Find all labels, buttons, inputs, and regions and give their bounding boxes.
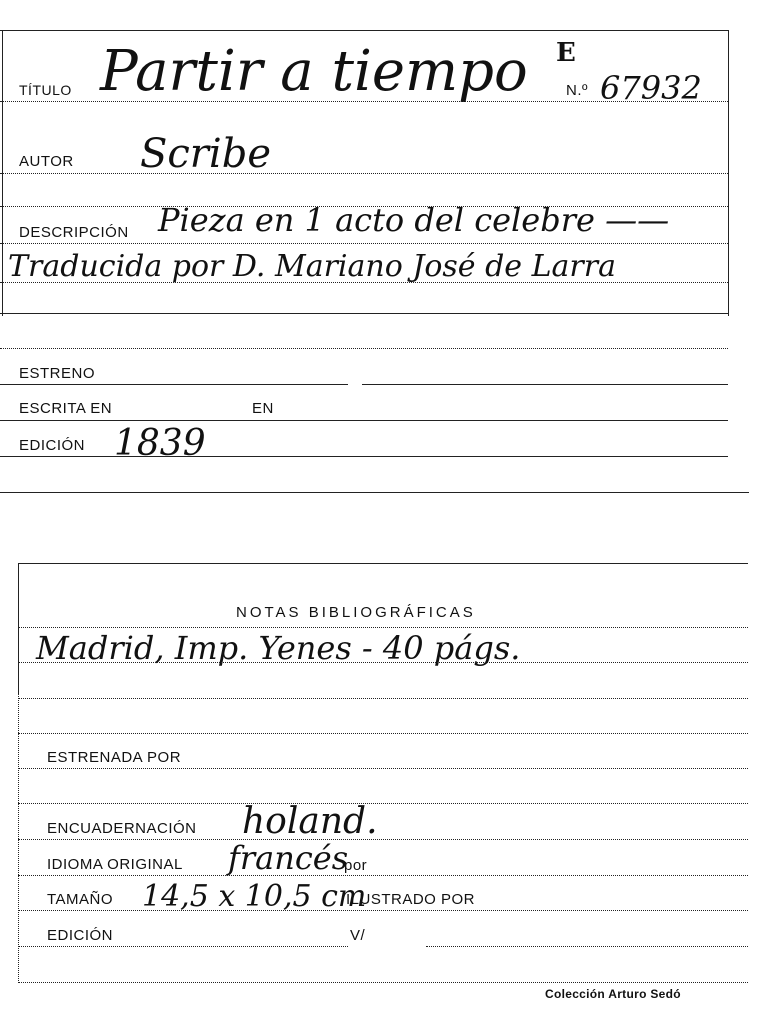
encuadernacion-value: holand.: [242, 801, 378, 842]
bottom-card-border-top: [18, 563, 748, 564]
descripcion-line1: Pieza en 1 acto del celebre ——: [158, 201, 670, 239]
idioma-line: [18, 875, 748, 876]
numero-label: N.º: [566, 82, 588, 99]
encuadernacion-line: [18, 839, 748, 840]
edicion2-line-right: [426, 946, 748, 947]
titulo-label: TÍTULO: [19, 82, 72, 98]
top-card-border-top: [0, 30, 728, 31]
estrenada-line: [18, 768, 748, 769]
escrita-en-label: ESCRITA EN: [19, 400, 113, 417]
notas-line-1: [18, 627, 748, 628]
descripcion-label: DESCRIPCIÓN: [19, 224, 129, 241]
autor-label: AUTOR: [19, 153, 74, 170]
numero-value: 67932: [600, 69, 702, 107]
notas-line-4: [18, 733, 748, 734]
descripcion-line: [0, 243, 728, 244]
estrenada-por-label: ESTRENADA POR: [47, 749, 182, 766]
por-label: por: [344, 857, 368, 874]
va-label: V/: [350, 927, 366, 944]
bottom-card-border-left-dotted: [18, 693, 19, 983]
edicion2-line: [18, 946, 348, 947]
numero-prefix: E: [556, 38, 576, 68]
encuadernacion-label: ENCUADERNACIÓN: [47, 820, 197, 837]
bottom-card-border-left: [18, 563, 19, 693]
notas-value: Madrid, Imp. Yenes - 40 págs.: [36, 629, 521, 667]
idioma-label: IDIOMA ORIGINAL: [47, 856, 183, 873]
en-label: EN: [252, 400, 274, 417]
descripcion-line2: Traducida por D. Mariano José de Larra: [8, 249, 616, 284]
ilustrado-label: ILUSTRADO POR: [346, 891, 476, 908]
notas-line-3: [18, 698, 748, 699]
edicion-line: [0, 456, 728, 457]
edicion2-label: EDICIÓN: [47, 927, 114, 944]
escrita-line: [0, 420, 728, 421]
blank-line: [0, 348, 728, 349]
descripcion-line-3: [0, 313, 728, 314]
tamano-value: 14,5 x 10,5 cm: [142, 879, 367, 914]
idioma-value: francés: [228, 839, 349, 877]
tamano-label: TAMAÑO: [47, 891, 114, 908]
top-card-border-right: [728, 30, 729, 316]
edicion-label: EDICIÓN: [19, 437, 86, 454]
estreno-label: ESTRENO: [19, 365, 96, 382]
estreno-line-right: [362, 384, 728, 385]
autor-line: [0, 173, 728, 174]
notas-line-2: [18, 662, 748, 663]
titulo-value: Partir a tiempo: [100, 39, 528, 104]
estrenada-line-2: [18, 803, 748, 804]
edicion-value: 1839: [114, 423, 206, 464]
descripcion-line-2: [0, 282, 728, 283]
coleccion-footer: Colección Arturo Sedó: [545, 987, 681, 1001]
notas-heading: NOTAS BIBLIOGRÁFICAS: [236, 604, 476, 621]
autor-value: Scribe: [140, 131, 271, 177]
bottom-line: [18, 982, 748, 983]
titulo-line: [0, 101, 728, 102]
estreno-line: [0, 384, 348, 385]
top-card-bottom: [0, 492, 749, 493]
tamano-line: [18, 910, 748, 911]
